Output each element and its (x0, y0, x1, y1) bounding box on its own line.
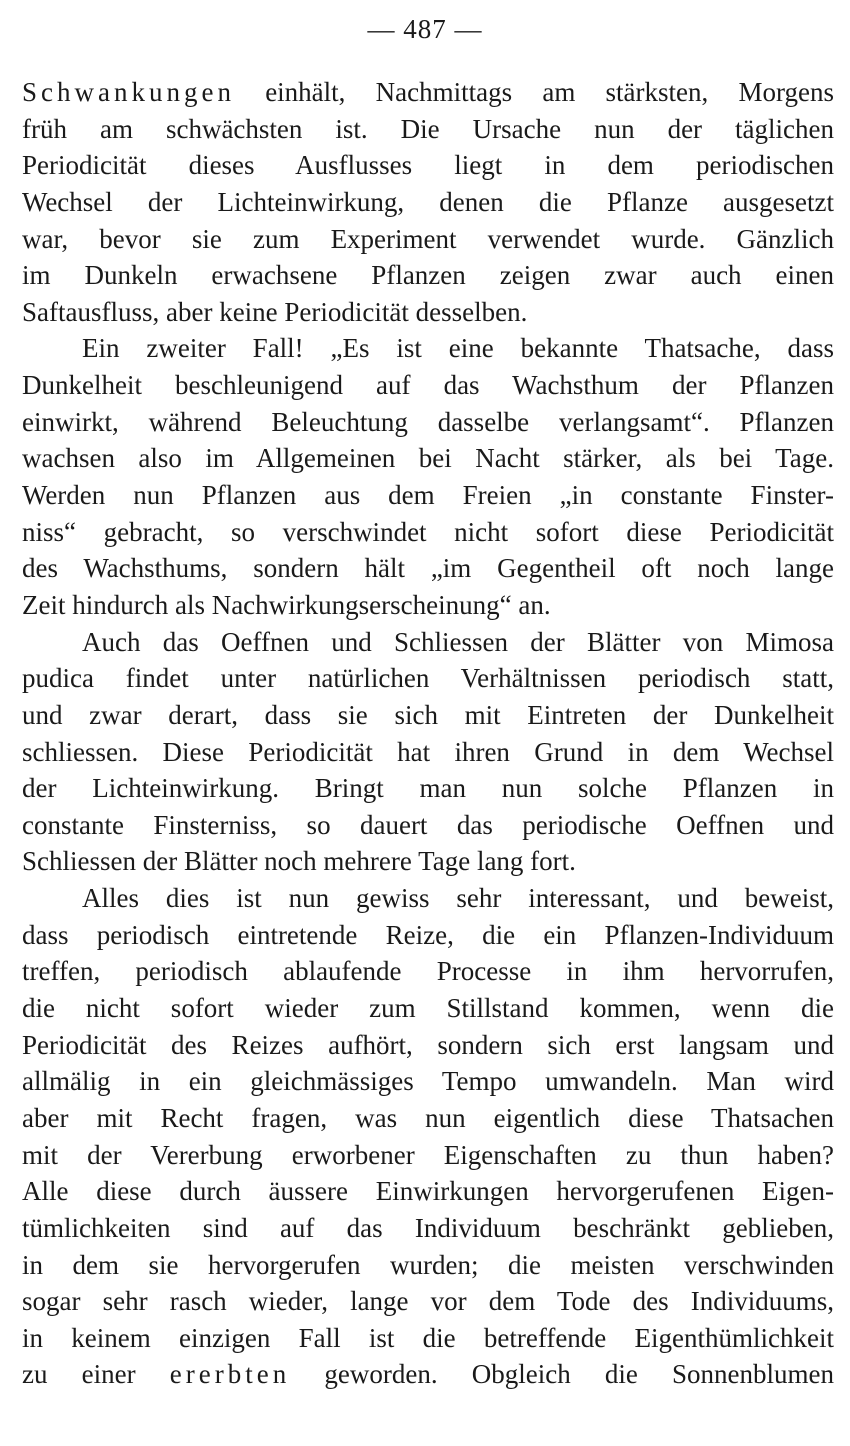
text-segment: Werden nun Pflanzen aus dem Freien „in constante Finster- (22, 480, 834, 511)
text-segment: treffen, periodisch ablaufende Processe in ihm hervorrufen, (22, 956, 834, 987)
text-segment: dass periodisch eintretende Reize, die ein Pflanzen-Individuum (22, 919, 834, 950)
text-line (22, 514, 834, 551)
text-line (22, 550, 834, 587)
text-segment: in keinem einzigen Fall ist die betreffende Eigenthümlichkeit (22, 1322, 834, 1353)
text-segment: zu einer (22, 1359, 170, 1390)
page-number: — 487 — (367, 14, 483, 44)
text-segment: niss“ gebracht, so verschwindet nicht sofort diese Periodicität (22, 516, 834, 547)
text-segment: Periodicität dieses Ausflusses liegt in dem periodischen (22, 150, 834, 181)
text-segment: geworden. Obgleich die Sonnenblumen (290, 1359, 834, 1390)
text-line (22, 1063, 834, 1100)
text-segment: im Dunkeln erwachsene Pflanzen zeigen zwar auch einen (22, 260, 834, 291)
text-segment: des Wachsthums, sondern hält „im Gegentheil oft noch lange (22, 553, 834, 584)
text-line (22, 587, 834, 624)
text-segment: allmälig in ein gleichmässiges Tempo umwandeln. Man wird (22, 1066, 834, 1097)
text-segment: sogar sehr rasch wieder, lange vor dem Tode des Individuums, (22, 1286, 834, 1317)
text-line (22, 330, 834, 367)
text-segment: mit der Vererbung erworbener Eigenschaften zu thun haben? (22, 1139, 834, 1170)
text-segment: Schliessen der Blätter noch mehrere Tage lang fort. (22, 846, 576, 877)
text-line (22, 1210, 834, 1247)
text-line (22, 294, 834, 331)
text-line (22, 734, 834, 771)
text-line (22, 917, 834, 954)
text-segment: Saftausfluss, aber keine Periodicität desselben. (22, 296, 528, 327)
text-segment: war, bevor sie zum Experiment verwendet wurde. Gänzlich (22, 223, 834, 254)
text-line (22, 221, 834, 258)
text-segment: Periodicität des Reizes aufhört, sondern sich erst langsam und (22, 1029, 834, 1060)
text-line (22, 843, 834, 880)
text-segment: aber mit Recht fragen, was nun eigentlich diese Thatsachen (22, 1102, 834, 1133)
text-segment: constante Finsterniss, so dauert das periodische Oeffnen und (22, 809, 834, 840)
text-line (22, 1247, 834, 1284)
spaced-emphasis: ererbten (169, 1359, 291, 1390)
text-line (22, 880, 834, 917)
text-line (22, 147, 834, 184)
text-segment: Dunkelheit beschleunigend auf das Wachsthum der Pflanzen (22, 370, 834, 401)
text-line (22, 1320, 834, 1357)
text-segment: schliessen. Diese Periodicität hat ihren Grund in dem Wechsel (22, 736, 834, 767)
text-segment: Alle diese durch äussere Einwirkungen hervorgerufenen Eigen- (22, 1176, 834, 1207)
text-segment: Wechsel der Lichteinwirkung, denen die Pflanze ausgesetzt (22, 186, 834, 217)
text-line (22, 1100, 834, 1137)
text-segment: Alles dies ist nun gewiss sehr interessant, und beweist, (82, 883, 834, 914)
text-line (22, 1356, 834, 1393)
text-segment: wachsen also im Allgemeinen bei Nacht stärker, als bei Tage. (22, 443, 834, 474)
spaced-emphasis: Schwankungen (22, 77, 235, 107)
text-segment: der Lichteinwirkung. Bringt man nun solche Pflanzen in (22, 773, 834, 804)
body-text (22, 74, 834, 1393)
text-line (22, 807, 834, 844)
text-segment: einhält, Nachmittags am stärksten, Morgens (234, 77, 834, 107)
text-line (22, 404, 834, 441)
text-segment: und zwar derart, dass sie sich mit Eintreten der Dunkelheit (22, 699, 834, 730)
text-line (22, 624, 834, 661)
text-line (22, 1283, 834, 1320)
text-line (22, 770, 834, 807)
text-line (22, 990, 834, 1027)
text-line (22, 440, 834, 477)
text-line (22, 697, 834, 734)
text-segment: tümlichkeiten sind auf das Individuum beschränkt geblieben, (22, 1212, 834, 1243)
text-segment: die nicht sofort wieder zum Stillstand kommen, wenn die (22, 993, 834, 1024)
text-line (22, 367, 834, 404)
text-line (22, 1173, 834, 1210)
text-segment: in dem sie hervorgerufen wurden; die meisten verschwinden (22, 1249, 834, 1280)
text-line (22, 184, 834, 221)
text-segment: Ein zweiter Fall! „Es ist eine bekannte Thatsache, dass (82, 333, 834, 364)
text-line (22, 257, 834, 294)
text-line (22, 953, 834, 990)
text-line (22, 111, 834, 148)
text-segment: früh am schwächsten ist. Die Ursache nun der täglichen (22, 113, 834, 144)
text-line (22, 660, 834, 697)
text-line (22, 477, 834, 514)
text-segment: Zeit hindurch als Nachwirkungserscheinung“ an. (22, 589, 551, 620)
text-segment: Auch das Oeffnen und Schliessen der Blätter von Mimosa (82, 626, 834, 657)
text-line (22, 1137, 834, 1174)
text-segment: einwirkt, während Beleuchtung dasselbe verlangsamt“. Pflanzen (22, 406, 834, 437)
text-segment: pudica findet unter natürlichen Verhältnissen periodisch statt, (22, 663, 834, 694)
text-line (22, 74, 834, 111)
text-line (22, 1027, 834, 1064)
